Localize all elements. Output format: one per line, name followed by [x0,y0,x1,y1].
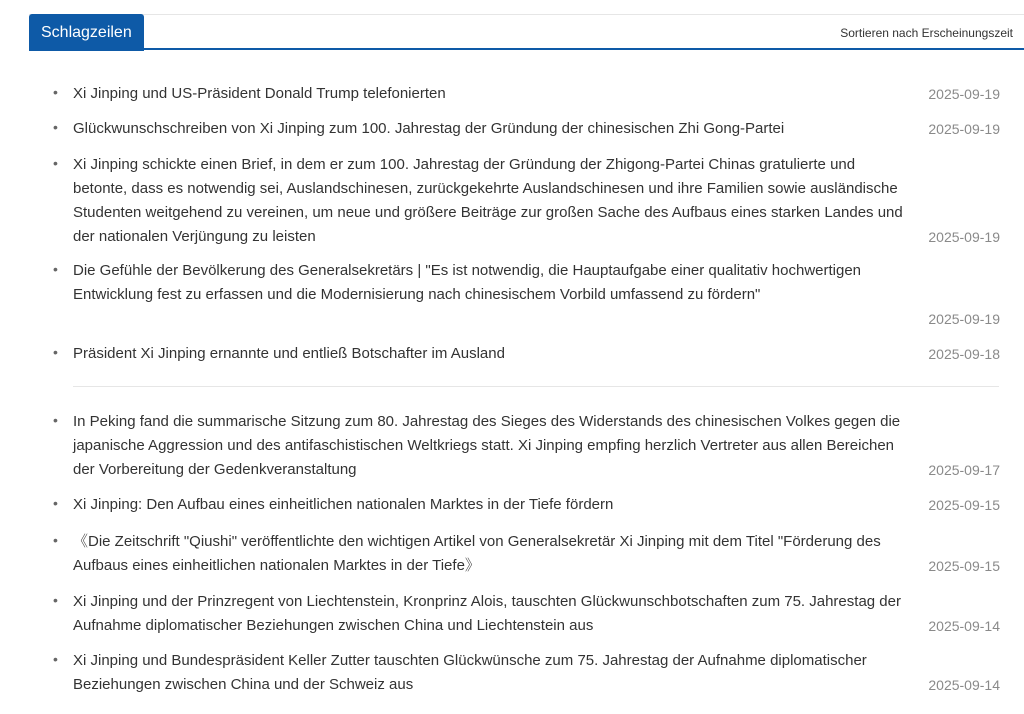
bullet: • [53,119,58,135]
tab-bar [29,14,1024,50]
news-date: 2025-09-15 [928,497,1000,513]
news-title-link[interactable]: Xi Jinping und Bundespräsident Keller Zutter tauschten Glückwünsche zum 75. Jahrestag der Aufnahme diplomatischer Beziehungen zwischen China und der Schweiz aus [73,652,867,693]
list-item [0,410,1024,482]
news-date: 2025-09-14 [928,677,1000,693]
list-item [0,117,1024,141]
list-item [0,259,1024,331]
news-title-link[interactable]: Xi Jinping und US-Präsident Donald Trump telefonierten [73,85,446,102]
news-date: 2025-09-15 [928,558,1000,574]
list-item [0,649,1024,697]
list-divider [73,386,999,387]
news-date: 2025-09-19 [928,86,1000,102]
bullet: • [53,651,58,667]
list-item [0,493,1024,517]
bullet: • [53,495,58,511]
bullet: • [53,412,58,428]
list-item [0,342,1024,366]
bullet: • [53,344,58,360]
bullet: • [53,84,58,100]
list-item [0,530,1024,578]
news-date: 2025-09-19 [928,229,1000,245]
news-title-link[interactable]: Präsident Xi Jinping ernannte und entließ Botschafter im Ausland [73,345,505,362]
bullet: • [53,261,58,277]
news-title-link[interactable]: Glückwunschschreiben von Xi Jinping zum 100. Jahrestag der Gründung der chinesischen Zhi Gong-Partei [73,120,785,137]
news-date: 2025-09-19 [928,121,1000,137]
sort-by-date-link[interactable]: Sortieren nach Erscheinungszeit [840,26,1013,40]
news-date: 2025-09-18 [928,346,1000,362]
bullet: • [53,592,58,608]
news-title-link[interactable]: Xi Jinping schickte einen Brief, in dem er zum 100. Jahrestag der Gründung der Zhigong-Partei Chinas gratulierte und betonte, dass es notwendig sei, Auslandschinesen, zurückgekehrte Auslandschinesen und ihre Familien sowie ausländische Studenten weitgehend zu vereinen, um neue und größere Beiträge zur großen Sache des Aufbaus eines starken Landes und der nationalen Verjüngung zu leisten [73,156,903,245]
news-title-link[interactable]: Xi Jinping: Den Aufbau eines einheitlichen nationalen Marktes in der Tiefe fördern [73,496,614,513]
bullet: • [53,532,58,548]
news-date: 2025-09-14 [928,618,1000,634]
tab-headlines[interactable]: Schlagzeilen [29,14,144,51]
list-item [0,590,1024,638]
news-title-link[interactable]: In Peking fand die summarische Sitzung zum 80. Jahrestag des Sieges des Widerstands des chinesischen Volkes gegen die japanische Aggression und des antifaschistischen Weltkriegs statt. Xi Jinping empfing herzlich Vertreter aus allen Bereichen der Vorbereitung der Gedenkveranstaltung [73,413,901,478]
bullet: • [53,155,58,171]
news-title-link[interactable]: 《Die Zeitschrift "Qiushi" veröffentlichte den wichtigen Artikel von Generalsekretär Xi Jinping mit dem Titel "Förderung des Aufbaus eines einheitlichen nationalen Marktes in der Tiefe》 [73,533,881,574]
news-date: 2025-09-17 [928,462,1000,478]
list-item [0,153,1024,249]
list-item [0,82,1024,106]
news-title-link[interactable]: Die Gefühle der Bevölkerung des Generalsekretärs | "Es ist notwendig, die Hauptaufgabe einer qualitativ hochwertigen Entwicklung fest zu erfassen und die Modernisierung nach chinesischem Vorbild umfassend zu fördern" [73,262,862,303]
news-title-link[interactable]: Xi Jinping und der Prinzregent von Liechtenstein, Kronprinz Alois, tauschten Glückwunschbotschaften zum 75. Jahrestag der Aufnahme diplomatischer Beziehungen zwischen China und Liechtenstein aus [73,593,901,634]
news-date: 2025-09-19 [928,311,1000,327]
